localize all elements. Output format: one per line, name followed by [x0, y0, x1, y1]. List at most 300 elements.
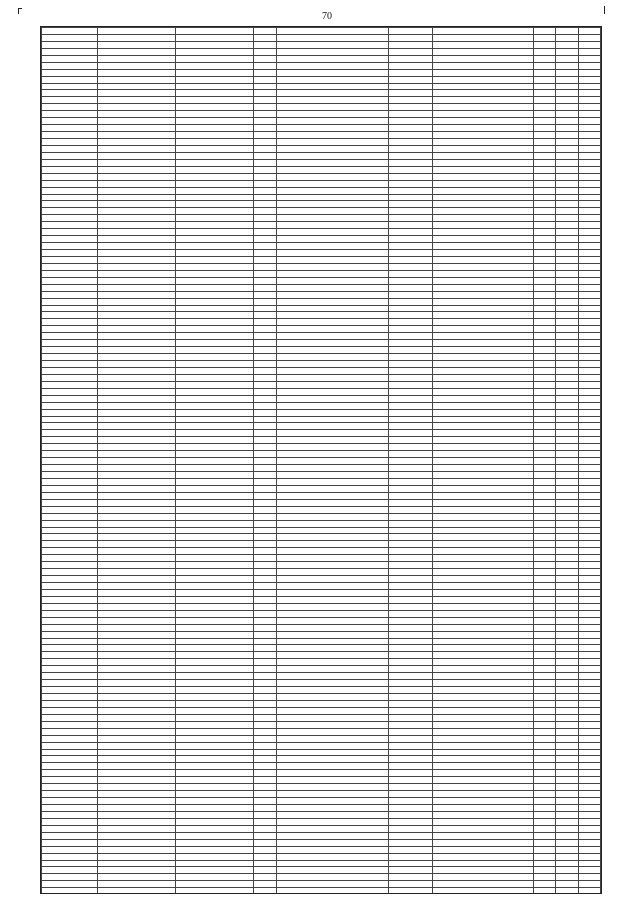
table-cell — [533, 777, 555, 784]
table-cell — [176, 791, 254, 798]
table-cell — [254, 673, 276, 680]
table-cell — [556, 381, 578, 388]
table-cell — [388, 617, 433, 624]
table-cell — [388, 333, 433, 340]
table-cell — [388, 395, 433, 402]
table-cell — [578, 520, 600, 527]
table-cell — [533, 638, 555, 645]
table-cell — [433, 777, 534, 784]
table-cell — [97, 145, 175, 152]
table-cell — [42, 180, 98, 187]
table-cell — [176, 423, 254, 430]
table-cell — [533, 55, 555, 62]
table-cell — [556, 839, 578, 846]
table-cell — [42, 55, 98, 62]
table-cell — [433, 548, 534, 555]
table-cell — [533, 319, 555, 326]
table-cell — [533, 430, 555, 437]
table-cell — [533, 811, 555, 818]
table-cell — [97, 881, 175, 888]
table-cell — [97, 583, 175, 590]
table-cell — [176, 631, 254, 638]
scan-edge-mark — [18, 8, 22, 9]
table-cell — [254, 520, 276, 527]
table-cell — [276, 166, 388, 173]
table-cell — [97, 374, 175, 381]
table-cell — [276, 811, 388, 818]
table-cell — [556, 215, 578, 222]
table-cell — [176, 166, 254, 173]
table-cell — [533, 333, 555, 340]
table-cell — [433, 409, 534, 416]
table-cell — [533, 472, 555, 479]
table-cell — [533, 208, 555, 215]
table-cell — [533, 596, 555, 603]
table-cell — [176, 721, 254, 728]
table-cell — [556, 180, 578, 187]
table-cell — [556, 617, 578, 624]
table-cell — [276, 569, 388, 576]
table-cell — [97, 749, 175, 756]
table-cell — [276, 742, 388, 749]
table-cell — [533, 694, 555, 701]
table-cell — [578, 825, 600, 832]
table-row — [42, 409, 601, 416]
table-cell — [176, 62, 254, 69]
table-cell — [254, 201, 276, 208]
table-cell — [176, 173, 254, 180]
table-cell — [42, 499, 98, 506]
table-cell — [42, 603, 98, 610]
table-cell — [578, 201, 600, 208]
table-cell — [388, 805, 433, 812]
table-cell — [97, 707, 175, 714]
table-cell — [533, 492, 555, 499]
table-cell — [276, 256, 388, 263]
table-cell — [433, 485, 534, 492]
table-cell — [42, 208, 98, 215]
table-cell — [533, 444, 555, 451]
table-cell — [276, 381, 388, 388]
table-cell — [433, 41, 534, 48]
table-cell — [533, 770, 555, 777]
table-cell — [176, 583, 254, 590]
table-cell — [176, 451, 254, 458]
table-cell — [276, 263, 388, 270]
table-cell — [388, 867, 433, 874]
table-cell — [433, 631, 534, 638]
table-cell — [276, 291, 388, 298]
table-cell — [97, 798, 175, 805]
table-cell — [97, 832, 175, 839]
table-cell — [533, 111, 555, 118]
table-cell — [42, 492, 98, 499]
table-row — [42, 361, 601, 368]
table-cell — [254, 770, 276, 777]
table-row — [42, 263, 601, 270]
table-cell — [42, 173, 98, 180]
table-cell — [556, 416, 578, 423]
table-cell — [556, 798, 578, 805]
table-cell — [433, 437, 534, 444]
table-row — [42, 41, 601, 48]
table-row — [42, 354, 601, 361]
table-cell — [276, 62, 388, 69]
table-row — [42, 506, 601, 513]
table-cell — [42, 361, 98, 368]
table-cell — [433, 569, 534, 576]
table-row — [42, 270, 601, 277]
table-cell — [578, 48, 600, 55]
table-cell — [254, 666, 276, 673]
table-cell — [276, 236, 388, 243]
table-cell — [556, 714, 578, 721]
table-cell — [433, 659, 534, 666]
table-cell — [578, 499, 600, 506]
table-cell — [388, 472, 433, 479]
table-cell — [533, 125, 555, 132]
table-cell — [276, 340, 388, 347]
table-cell — [578, 687, 600, 694]
table-cell — [533, 860, 555, 867]
table-row — [42, 610, 601, 617]
table-row — [42, 423, 601, 430]
table-cell — [97, 173, 175, 180]
table-row — [42, 839, 601, 846]
table-cell — [578, 465, 600, 472]
table-cell — [533, 28, 555, 35]
table-cell — [276, 333, 388, 340]
table-cell — [97, 187, 175, 194]
table-cell — [433, 735, 534, 742]
table-cell — [533, 152, 555, 159]
table-cell — [254, 645, 276, 652]
table-row — [42, 236, 601, 243]
table-cell — [176, 555, 254, 562]
table-cell — [433, 139, 534, 146]
table-cell — [533, 263, 555, 270]
table-cell — [176, 777, 254, 784]
table-cell — [556, 347, 578, 354]
table-cell — [42, 860, 98, 867]
table-cell — [556, 465, 578, 472]
table-cell — [433, 610, 534, 617]
table-cell — [42, 354, 98, 361]
table-cell — [254, 555, 276, 562]
table-cell — [556, 152, 578, 159]
table-cell — [578, 166, 600, 173]
table-cell — [388, 416, 433, 423]
table-cell — [533, 416, 555, 423]
table-cell — [42, 256, 98, 263]
table-cell — [176, 506, 254, 513]
table-cell — [433, 666, 534, 673]
table-cell — [254, 569, 276, 576]
table-cell — [42, 437, 98, 444]
table-cell — [254, 756, 276, 763]
table-cell — [433, 811, 534, 818]
table-cell — [388, 541, 433, 548]
table-cell — [388, 62, 433, 69]
table-cell — [433, 680, 534, 687]
table-cell — [276, 860, 388, 867]
table-cell — [433, 76, 534, 83]
table-cell — [254, 798, 276, 805]
table-cell — [388, 229, 433, 236]
table-cell — [176, 326, 254, 333]
table-cell — [97, 132, 175, 139]
table-cell — [254, 229, 276, 236]
table-cell — [176, 28, 254, 35]
table-cell — [388, 277, 433, 284]
table-cell — [42, 451, 98, 458]
table-cell — [42, 340, 98, 347]
table-cell — [276, 631, 388, 638]
table-cell — [533, 277, 555, 284]
table-cell — [578, 853, 600, 860]
table-cell — [388, 250, 433, 257]
table-row — [42, 28, 601, 35]
table-cell — [42, 798, 98, 805]
table-row — [42, 735, 601, 742]
table-cell — [176, 839, 254, 846]
table-cell — [254, 180, 276, 187]
table-cell — [42, 763, 98, 770]
table-cell — [533, 506, 555, 513]
table-cell — [276, 777, 388, 784]
table-cell — [433, 111, 534, 118]
table-cell — [388, 104, 433, 111]
table-cell — [388, 825, 433, 832]
table-cell — [433, 367, 534, 374]
table-cell — [254, 687, 276, 694]
table-cell — [42, 263, 98, 270]
table-cell — [578, 680, 600, 687]
table-cell — [97, 513, 175, 520]
table-cell — [533, 187, 555, 194]
table-cell — [276, 673, 388, 680]
table-cell — [433, 818, 534, 825]
table-cell — [42, 874, 98, 881]
table-cell — [556, 707, 578, 714]
table-cell — [176, 83, 254, 90]
table-cell — [433, 319, 534, 326]
table-cell — [578, 506, 600, 513]
table-cell — [254, 333, 276, 340]
table-cell — [433, 839, 534, 846]
table-cell — [276, 576, 388, 583]
table-cell — [97, 284, 175, 291]
table-cell — [176, 874, 254, 881]
table-cell — [533, 166, 555, 173]
table-cell — [42, 673, 98, 680]
table-row — [42, 388, 601, 395]
table-cell — [276, 402, 388, 409]
table-cell — [388, 319, 433, 326]
table-cell — [42, 291, 98, 298]
table-row — [42, 48, 601, 55]
table-cell — [433, 166, 534, 173]
table-cell — [176, 430, 254, 437]
table-cell — [42, 638, 98, 645]
table-cell — [533, 805, 555, 812]
table-cell — [176, 104, 254, 111]
table-cell — [388, 583, 433, 590]
table-cell — [556, 576, 578, 583]
table-cell — [97, 152, 175, 159]
table-cell — [578, 423, 600, 430]
table-cell — [578, 534, 600, 541]
table-cell — [42, 28, 98, 35]
table-cell — [42, 770, 98, 777]
table-cell — [42, 118, 98, 125]
table-cell — [578, 62, 600, 69]
table-cell — [254, 263, 276, 270]
table-cell — [176, 527, 254, 534]
table-cell — [388, 888, 433, 894]
table-cell — [276, 853, 388, 860]
table-cell — [433, 555, 534, 562]
table-cell — [533, 291, 555, 298]
table-cell — [176, 194, 254, 201]
table-cell — [42, 277, 98, 284]
table-cell — [433, 256, 534, 263]
table-cell — [276, 444, 388, 451]
table-cell — [578, 361, 600, 368]
table-cell — [276, 756, 388, 763]
table-cell — [176, 846, 254, 853]
table-cell — [388, 742, 433, 749]
table-cell — [578, 707, 600, 714]
table-row — [42, 55, 601, 62]
table-cell — [276, 555, 388, 562]
table-cell — [97, 312, 175, 319]
table-cell — [97, 270, 175, 277]
table-row — [42, 243, 601, 250]
table-cell — [433, 652, 534, 659]
table-cell — [97, 347, 175, 354]
table-row — [42, 111, 601, 118]
table-cell — [556, 62, 578, 69]
table-cell — [42, 381, 98, 388]
table-cell — [578, 319, 600, 326]
table-cell — [388, 548, 433, 555]
table-cell — [97, 888, 175, 894]
table-cell — [42, 298, 98, 305]
table-cell — [433, 534, 534, 541]
table-cell — [276, 34, 388, 41]
table-cell — [578, 354, 600, 361]
table-cell — [388, 291, 433, 298]
table-cell — [556, 256, 578, 263]
table-cell — [97, 277, 175, 284]
table-cell — [254, 236, 276, 243]
table-cell — [388, 666, 433, 673]
table-cell — [254, 409, 276, 416]
table-cell — [533, 714, 555, 721]
table-cell — [578, 367, 600, 374]
table-cell — [556, 277, 578, 284]
table-cell — [388, 139, 433, 146]
table-cell — [276, 825, 388, 832]
table-cell — [42, 222, 98, 229]
table-row — [42, 208, 601, 215]
table-cell — [433, 423, 534, 430]
table-cell — [578, 243, 600, 250]
table-cell — [97, 763, 175, 770]
table-cell — [388, 846, 433, 853]
table-cell — [533, 832, 555, 839]
table-cell — [42, 791, 98, 798]
table-cell — [254, 194, 276, 201]
table-row — [42, 770, 601, 777]
table-row — [42, 721, 601, 728]
table-cell — [276, 152, 388, 159]
table-cell — [433, 201, 534, 208]
table-row — [42, 888, 601, 894]
table-cell — [533, 888, 555, 894]
table-cell — [388, 694, 433, 701]
table-cell — [42, 97, 98, 104]
table-cell — [176, 645, 254, 652]
table-cell — [388, 811, 433, 818]
table-cell — [433, 159, 534, 166]
table-row — [42, 742, 601, 749]
table-cell — [97, 534, 175, 541]
table-cell — [97, 28, 175, 35]
table-cell — [276, 395, 388, 402]
table-cell — [578, 118, 600, 125]
table-row — [42, 451, 601, 458]
table-cell — [276, 839, 388, 846]
table-cell — [254, 860, 276, 867]
table-cell — [276, 805, 388, 812]
table-cell — [254, 340, 276, 347]
table-cell — [556, 763, 578, 770]
table-cell — [533, 756, 555, 763]
table-cell — [556, 132, 578, 139]
table-cell — [388, 680, 433, 687]
table-cell — [42, 367, 98, 374]
table-cell — [433, 721, 534, 728]
table-cell — [388, 485, 433, 492]
table-cell — [97, 125, 175, 132]
table-row — [42, 756, 601, 763]
table-cell — [276, 735, 388, 742]
table-row — [42, 430, 601, 437]
table-cell — [433, 28, 534, 35]
table-cell — [388, 735, 433, 742]
table-cell — [42, 152, 98, 159]
table-cell — [254, 506, 276, 513]
table-cell — [42, 388, 98, 395]
table-cell — [276, 319, 388, 326]
table-cell — [42, 728, 98, 735]
table-cell — [433, 34, 534, 41]
table-cell — [254, 472, 276, 479]
table-cell — [578, 548, 600, 555]
table-cell — [556, 652, 578, 659]
table-cell — [254, 548, 276, 555]
table-cell — [433, 152, 534, 159]
table-cell — [276, 562, 388, 569]
table-cell — [578, 721, 600, 728]
table-cell — [433, 763, 534, 770]
table-cell — [533, 541, 555, 548]
table-cell — [578, 76, 600, 83]
table-cell — [176, 236, 254, 243]
table-cell — [388, 506, 433, 513]
